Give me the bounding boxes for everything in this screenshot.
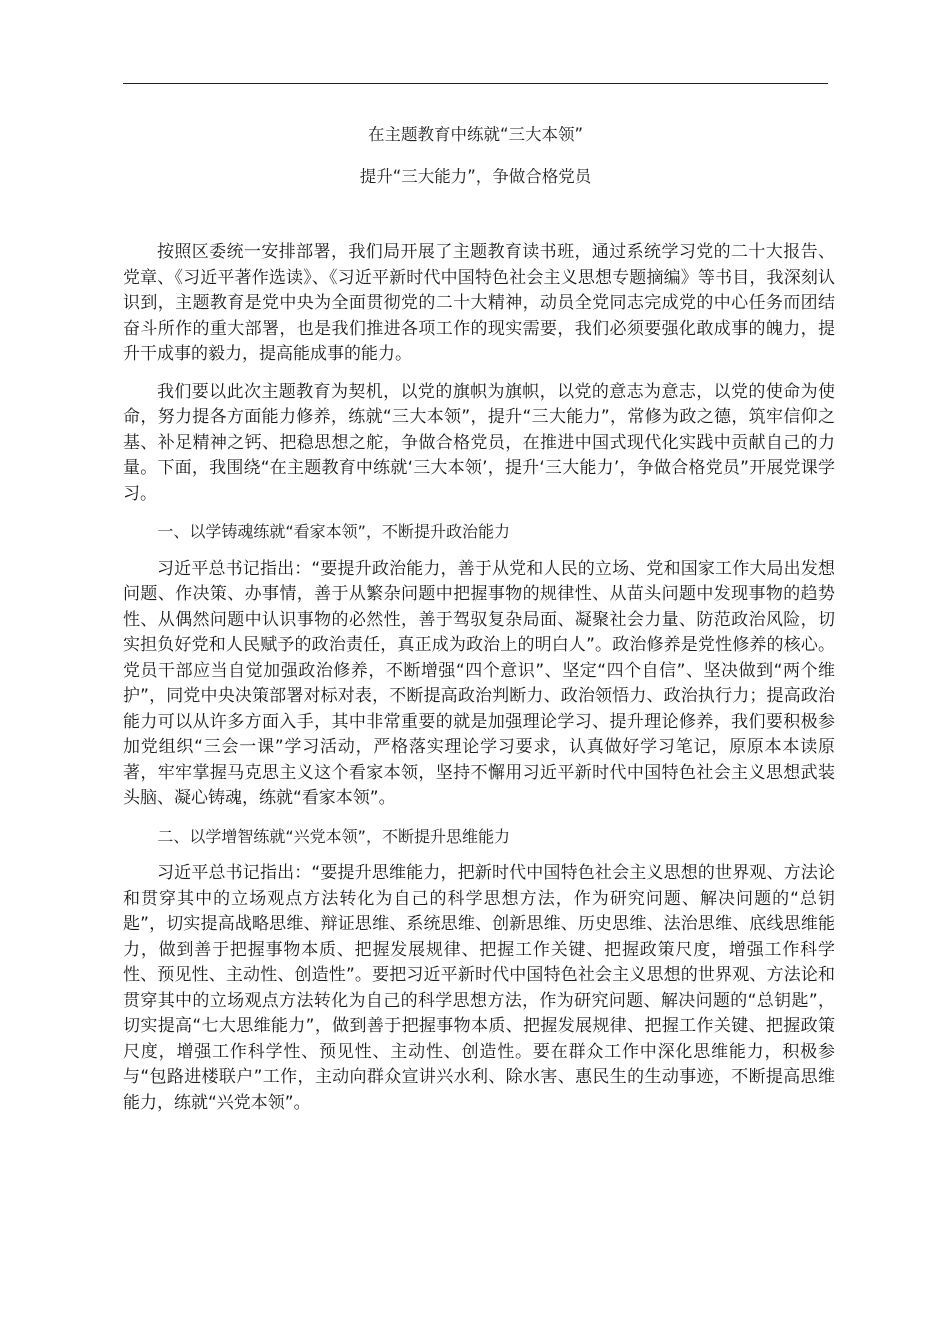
header-rule [123, 83, 828, 84]
section-heading: 一、以学铸魂练就“看家本领”，不断提升政治能力 [157, 522, 510, 541]
section-paragraph: 习近平总书记指出：“要提升思维能力，把新时代中国特色社会主义思想的世界观、方法论和贯穿其中的立场观点方法转化为自己的科学思想方法，作为研究问题、解决问题的“总钥匙”，切实提高战略思维、辩证思维、系统思维、创新思维、历史思维、法治思维、底线思维能力，做到善于把握事物本质、把握发展规律、把握工作关键、把握政策尺度，增强工作科学性、预见性、主动性、创造性”。要把习近平新时代中国特色社会主义思想的世界观、方法论和贯穿其中的立场观点方法转化为自己的科学思想方法，作为研究问题、解决问题的“总钥匙”，切实提高“七大思维能力”，做到善于把握事物本质、把握发展规律、把握工作关键、把握政策尺度，增强工作科学性、预见性、主动性、创造性。要在群众工作中深化思维能力，积极参与“包路进楼联户”工作，主动向群众宣讲兴水利、除水害、惠民生的生动事迹，不断提高思维能力，练就“兴党本领”。 [123, 863, 835, 1113]
document-subtitle: 提升“三大能力”，争做合格党员 [359, 167, 592, 186]
document-title: 在主题教育中练就“三大本领” [367, 125, 584, 144]
section-heading: 二、以学增智练就“兴党本领”，不断提升思维能力 [157, 826, 510, 846]
intro-paragraph: 按照区委统一安排部署，我们局开展了主题教育读书班，通过系统学习党的二十大报告、党章、《习近平著作选读》、《习近平新时代中国特色社会主义思想专题摘编》等书目，我深刻认识到，主题教育是党中央为全面贯彻党的二十大精神，动员全党同志完成党的中心任务而团结奋斗所作的重大部署，也是我们推进各项工作的现实需要，我们必须要强化敢成事的魄力，提升干成事的毅力，提高能成事的能力。 [123, 242, 835, 364]
intro-paragraph: 我们要以此次主题教育为契机，以党的旗帜为旗帜，以党的意志为意志，以党的使命为使命，努力提各方面能力修养，练就“三大本领”，提升“三大能力”，常修为政之德，筑牢信仰之基、补足精神之钙、把稳思想之舵，争做合格党员，在推进中国式现代化实践中贡献自己的力量。下面，我围绕“在主题教育中练就‘三大本领’，提升‘三大能力’，争做合格党员”开展党课学习。 [123, 381, 835, 504]
document-body [123, 240, 835, 1128]
section-paragraph: 习近平总书记指出：“要提升政治能力，善于从党和人民的立场、党和国家工作大局出发想问题、作决策、办事情，善于从繁杂问题中把握事物的规律性、从苗头问题中发现事物的趋势性、从偶然问题中认识事物的必然性，善于驾驭复杂局面、凝聚社会力量、防范政治风险，切实担负好党和人民赋予的政治责任，真正成为政治上的明白人”。政治修养是党性修养的核心。党员干部应当自觉加强政治修养，不断增强“四个意识”、坚定“四个自信”、坚决做到“两个维护”，同党中央决策部署对标对表，不断提高政治判断力、政治领悟力、政治执行力；提高政治能力可以从许多方面入手，其中非常重要的就是加强理论学习、提升理论修养，我们要积极参加党组织“三会一课”学习活动，严格落实理论学习要求，认真做好学习笔记，原原本本读原著，牢牢掌握马克思主义这个看家本领，坚持不懈用习近平新时代中国特色社会主义思想武装头脑、凝心铸魂，练就“看家本领”。 [123, 558, 835, 808]
